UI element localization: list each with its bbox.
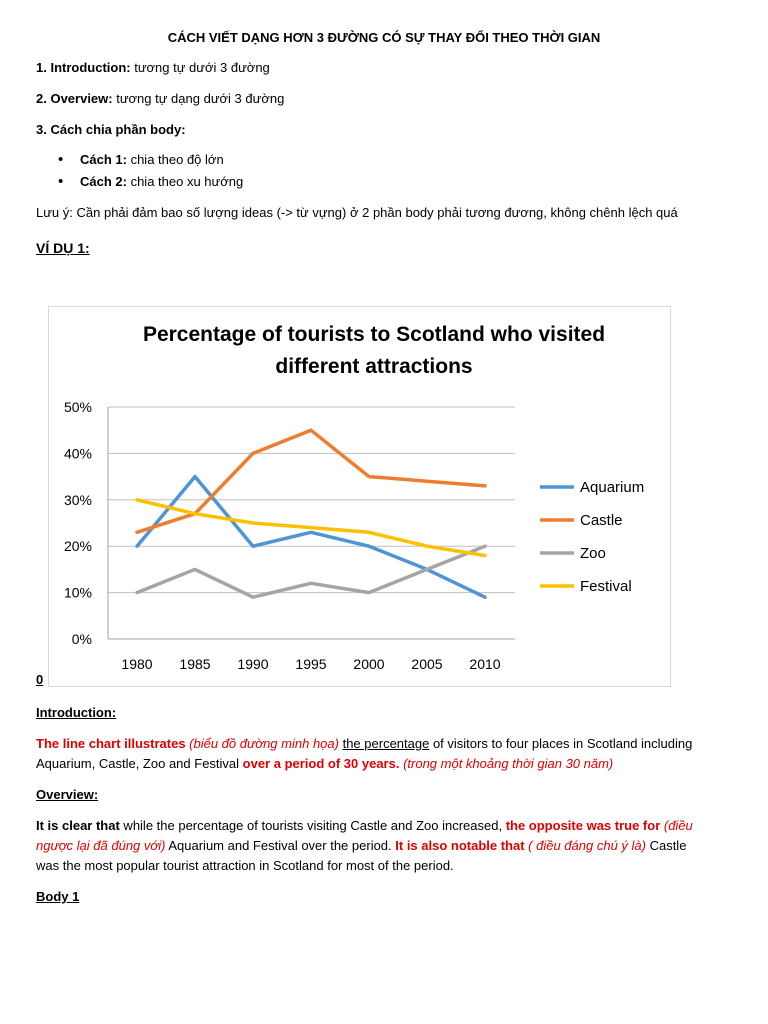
bullet-text: chia theo độ lớn (126, 152, 224, 167)
x-tick-label: 2010 (469, 656, 501, 672)
intro-sentence-part: (trong một khoảng thời gian 30 năm) (399, 756, 614, 771)
overview-sentence-part: (điều (660, 818, 693, 833)
bullet-text: chia theo xu hướng (126, 174, 244, 189)
intro-guideline (36, 58, 736, 78)
document-title: CÁCH VIẾT DẠNG HƠN 3 ĐƯỜNG CÓ SỰ THAY ĐỔI THEO THỜI GIAN (167, 30, 601, 45)
overview-sentence-part: while the percentage of tourists visiting Castle and Zoo increased, (119, 818, 506, 833)
line-chart (48, 306, 671, 687)
legend-label: Aquarium (580, 479, 645, 496)
legend-label: Zoo (580, 545, 606, 562)
chart-title-line: different attractions (275, 355, 473, 378)
overview-sentence-part: the opposite was true for (505, 818, 661, 833)
overview-heading-text: Overview: (36, 787, 99, 802)
bullet-dot (58, 156, 66, 164)
intro-sentence-part: over a period of 30 years. (242, 756, 400, 771)
intro-sentence-part: The line chart illustrates (36, 736, 186, 751)
x-tick-label: 1980 (121, 656, 153, 672)
line-chart-svg (49, 307, 670, 686)
stray-zero: 0 (36, 672, 44, 687)
overview-sentence-part: Castle (645, 838, 687, 853)
intro-sentence-part: the percentage (342, 736, 430, 751)
x-tick-label: 1990 (237, 656, 269, 672)
y-tick-label: 10% (63, 584, 92, 601)
intro-sentence-part: of visitors to four places in Scotland including (429, 736, 693, 751)
note-text: Lưu ý: Cần phải đảm bao số lượng ideas (-> từ vựng) ở 2 phần body phải tương đương, không chênh lệch quá (36, 205, 678, 220)
bullet-dot (58, 178, 66, 186)
introduction-heading (36, 703, 736, 723)
overview-guideline (36, 89, 736, 109)
bullet-label: Cách 2: (80, 174, 127, 189)
overview-heading (36, 785, 736, 805)
example-heading (36, 238, 736, 259)
overview-guideline-text: tương tự dạng dưới 3 đường (112, 91, 285, 106)
intro-sentence-part: (biểu đồ đường minh họa) (185, 736, 339, 751)
legend-label: Castle (580, 512, 623, 529)
overview-sentence-part: ( điều đáng chú ý là) (524, 838, 646, 853)
chart-title-line: Percentage of tourists to Scotland who visited (142, 323, 606, 346)
x-tick-label: 1995 (295, 656, 327, 672)
series-line-festival (137, 500, 485, 556)
legend-label: Festival (580, 578, 632, 595)
y-tick-label: 50% (63, 399, 92, 415)
body-guideline-label: 3. Cách chia phần body: (36, 122, 186, 137)
overview-sentence-part: It is also notable that (395, 838, 525, 853)
y-tick-label: 20% (63, 538, 92, 555)
overview-sentence-part: was the most popular tourist attraction in Scotland for most of the period. (36, 858, 454, 873)
bullet-item (80, 172, 680, 192)
x-tick-label: 2000 (353, 656, 385, 672)
bullet-item (80, 150, 680, 170)
series-line-aquarium (137, 477, 485, 598)
overview-guideline-label: 2. Overview: (36, 91, 113, 106)
body-guideline-heading (36, 120, 736, 140)
x-tick-label: 1985 (179, 656, 211, 672)
introduction-heading-text: Introduction: (36, 705, 117, 720)
y-tick-label: 30% (63, 491, 92, 508)
x-tick-label: 2005 (411, 656, 443, 672)
overview-sentence-part: ngược lại đã đúng với) (36, 838, 166, 853)
overview-sentence-part: It is clear that (36, 818, 120, 833)
bullet-label: Cách 1: (80, 152, 127, 167)
example-heading-text: VÍ DỤ 1: (36, 240, 90, 256)
body1-heading (36, 887, 736, 907)
y-tick-label: 0% (71, 631, 92, 647)
overview-paragraph (36, 816, 736, 876)
y-tick-label: 40% (63, 445, 92, 462)
introduction-paragraph (36, 734, 736, 774)
overview-sentence-part: Aquarium and Festival over the period. (165, 838, 396, 853)
body1-heading-text: Body 1 (36, 889, 80, 904)
intro-sentence-part: Aquarium, Castle, Zoo and Festival (36, 756, 243, 771)
intro-guideline-label: 1. Introduction: (36, 60, 131, 75)
intro-guideline-text: tương tự dưới 3 đường (130, 60, 270, 75)
